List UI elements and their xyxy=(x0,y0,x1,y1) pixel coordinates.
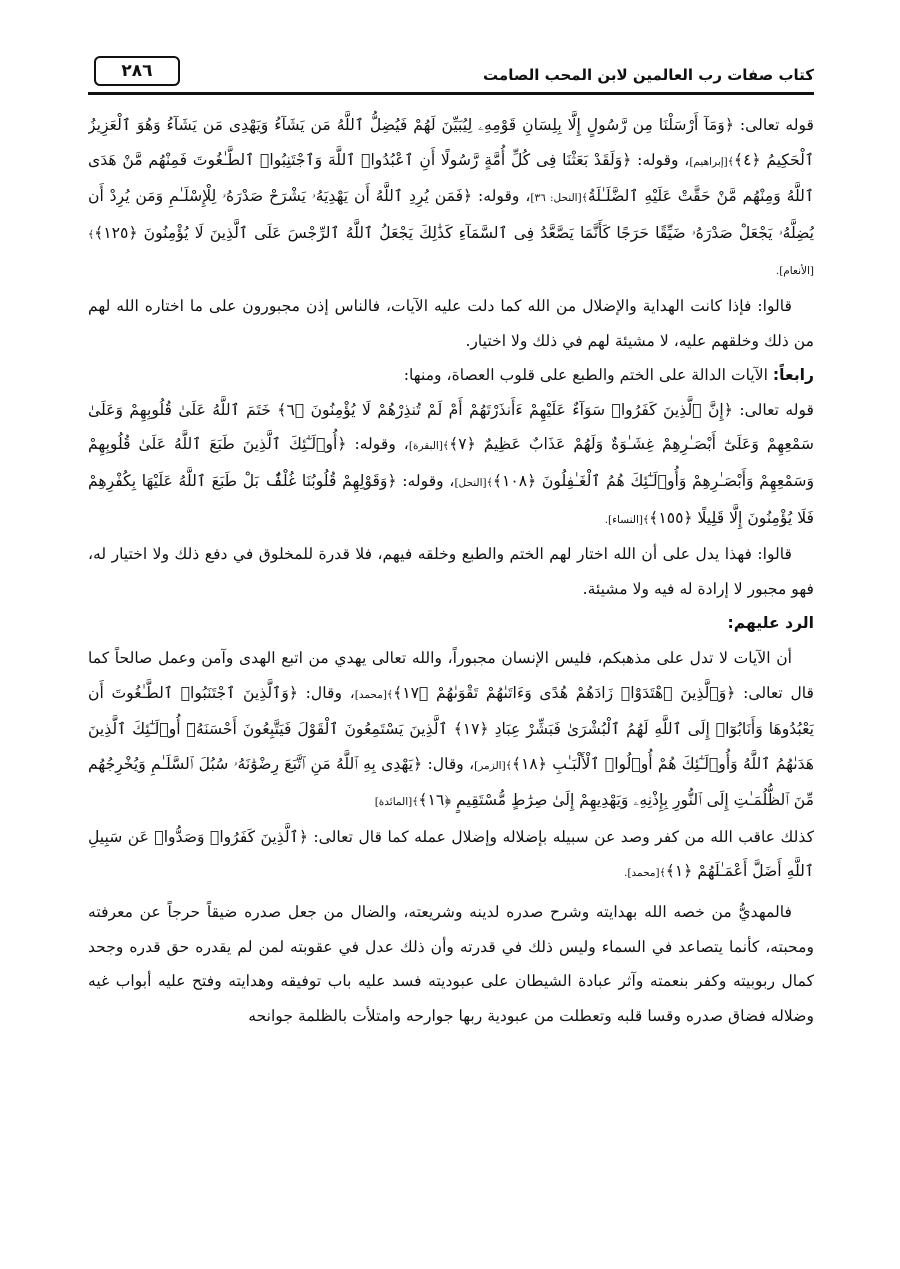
text-run: ، وقال: ﴿ xyxy=(288,683,355,702)
verse-reference: ﴾[النساء]. xyxy=(604,513,650,526)
page-body xyxy=(88,108,814,1258)
page-header xyxy=(88,56,814,90)
paragraph-punishment xyxy=(88,820,814,891)
verse-reference: ﴾[الأنعام]. xyxy=(88,228,814,278)
book-title: كتاب صفات رب العالمين لابن المحب الصامت xyxy=(483,66,814,84)
text-run: قوله تعالى: ﴿ xyxy=(723,400,814,419)
quran-verse: وَلَقَدْ بَعَثْنَا فِى كُلِّ أُمَّةٍ رَّسُولًا أَنِ ٱعْبُدُوا۟ ٱللَّهَ وَٱجْتَنِبُوا۟ ٱلطَّـٰغُوتَ فَمِنْهُم مَّنْ هَدَى ٱللَّهُ وَمِنْهُم مَّنْ حَقَّتْ عَلَيْهِ ٱلضَّلَـٰلَةُ xyxy=(88,150,814,206)
paragraph-rebuttal xyxy=(88,641,814,820)
paragraph-verses-guidance xyxy=(88,108,814,289)
verse-reference: ﴾[النحل] xyxy=(454,476,493,489)
text-run: أن الآيات لا تدل على مذهبكم، فليس الإنسان مجبوراً، والله تعالى يهدي من اتبع الهدى وآمن وعمل صالحاً كما قال تعالى: ﴿ xyxy=(88,648,814,702)
page-number: ٢٨٦ xyxy=(94,56,180,86)
text-run: ، وقوله: ﴿ xyxy=(463,187,531,206)
paragraph-conclusion: فالمهديُّ من خصه الله بهدايته وشرح صدره لدينه وشريعته، والضال من جعل صدره ضيقاً حرجاً عن معرفته ومحبته، كأنما يتصاعد في السماء وليس ذلك في قدرته وأن ذلك عدل في عقوبته لمن لم يقدره حق قدره وجحد كمال ربوبيته وكفر بنعمته وآثر عبادة الشيطان على عبوديته فسد عليه باب توفيقه وهدايته وفتح عليه أبواب غيه وضلاله فضاق صدره وقسا قلبه وتعطلت من عبودية ربها جوارحه وامتلأت بالظلمة جوانحه xyxy=(88,903,814,1025)
quran-verse: وَٱلَّذِينَ ٱهْتَدَوْا۟ زَادَهُمْ هُدًى وَءَاتَىٰهُمْ تَقْوَىٰهُمْ ﴿١٧﴾ xyxy=(393,683,727,702)
verse-reference: ﴾[البقرة] xyxy=(408,440,450,453)
verse-reference: ﴾[الزمر] xyxy=(474,759,512,772)
quran-verse: ٱلَّذِينَ كَفَرُوا۟ وَصَدُّوا۟ عَن سَبِيلِ ٱللَّهِ أَضَلَّ أَعْمَـٰلَهُمْ ﴿١﴾ xyxy=(88,827,814,881)
text-run: ، وقوله: ﴿ xyxy=(337,435,409,454)
verse-reference: ﴾[المائدة] xyxy=(374,796,419,809)
header-divider xyxy=(88,92,814,95)
text-run: ، وقال: ﴿ xyxy=(413,754,475,773)
quran-verse: يَهْدِى بِهِ ٱللَّهُ مَنِ ٱتَّبَعَ رِضْوَٰنَهُۥ سُبُلَ ٱلسَّلَـٰمِ وَيُخْرِجُهُم مِّنَ ٱلظُّلُمَـٰتِ إِلَى ٱلنُّورِ بِإِذْنِهِۦ وَيَهْدِيهِمْ إِلَىٰ صِرَٰطٍ مُّسْتَقِيمٍ ﴿١٦﴾ xyxy=(88,754,814,810)
text-run: كذلك عاقب الله من كفر وصد عن سبيله بإضلاله وإضلال عمله كما قال تعالى: ﴿ xyxy=(298,827,814,846)
paragraph-claim-1: قالوا: فإذا كانت الهداية والإضلال من الله كما دلت عليه الآيات، فالناس إذن مجبورون على ما اختاره الله لهم من ذلك وخلقهم عليه، لا مشيئة لهم في ذلك ولا اختيار. xyxy=(88,296,814,350)
text-run: ، وقوله: ﴿ xyxy=(622,150,690,169)
quran-verse: وَمَآ أَرْسَلْنَا مِن رَّسُولٍ إِلَّا بِلِسَانِ قَوْمِهِۦ لِيُبَيِّنَ لَهُمْ فَيُضِلُّ ٱللَّهُ مَن يَشَآءُ وَيَهْدِى مَن يَشَآءُ وَهُوَ ٱلْعَزِيزُ ٱلْحَكِيمُ ﴿٤﴾ xyxy=(88,116,814,169)
verse-reference: ﴾[إبراهيم] xyxy=(689,155,734,168)
text-run: الآيات الدالة على الختم والطبع على قلوب العصاة، ومنها: xyxy=(403,366,773,385)
verse-reference: ﴾[محمد]. xyxy=(624,867,666,880)
section-heading-rebuttal: الرد عليهم: xyxy=(727,614,814,633)
section-label: رابعاً: xyxy=(772,366,814,385)
paragraph-verses-sealing xyxy=(88,393,814,537)
quran-verse: إِنَّ ٱلَّذِينَ كَفَرُوا۟ سَوَآءٌ عَلَيْهِمْ ءَأَنذَرْتَهُمْ أَمْ لَمْ تُنذِرْهُمْ لَا يُؤْمِنُونَ ﴿٦﴾ خَتَمَ ٱللَّهُ عَلَىٰ قُلُوبِهِمْ وَعَلَىٰ سَمْعِهِمْ وَعَلَىٰٓ أَبْصَـٰرِهِمْ غِشَـٰوَةٌ وَلَهُمْ عَذَابٌ عَظِيمٌ ﴿٧﴾ xyxy=(88,400,814,454)
quran-verse: وَقَوْلِهِمْ قُلُوبُنَا غُلْفٌۢ بَلْ طَبَعَ ٱللَّهُ عَلَيْهَا بِكُفْرِهِمْ فَلَا يُؤْمِنُونَ إِلَّا قَلِيلًا ﴿١٥٥﴾ xyxy=(88,471,814,527)
verse-reference: ﴾[محمد] xyxy=(354,688,394,701)
paragraph-claim-2: قالوا: فهذا يدل على أن الله اختار لهم الختم والطبع وخلقه فيهم، فلا قدرة للمخلوق في دفع ذلك ولا اختيار له، فهو مجبور لا إرادة له فيه ولا مشيئة. xyxy=(88,545,814,598)
quran-verse: وَٱلَّذِينَ ٱجْتَنَبُوا۟ ٱلطَّـٰغُوتَ أَن يَعْبُدُوهَا وَأَنَابُوٓا۟ إِلَى ٱللَّهِ لَهُمُ ٱلْبُشْرَىٰ فَبَشِّرْ عِبَادِ ﴿١٧﴾ ٱلَّذِينَ يَسْتَمِعُونَ ٱلْقَوْلَ فَيَتَّبِعُونَ أَحْسَنَهُۥٓ أُو۟لَـٰٓئِكَ ٱلَّذِينَ هَدَىٰهُمُ ٱللَّهُ وَأُو۟لَـٰٓئِكَ هُمْ أُو۟لُوا۟ ٱلْأَلْبَـٰبِ ﴿١٨﴾ xyxy=(88,683,814,773)
quran-verse: أُو۟لَـٰٓئِكَ ٱلَّذِينَ طَبَعَ ٱللَّهُ عَلَىٰ قُلُوبِهِمْ وَسَمْعِهِمْ وَأَبْصَـٰرِهِمْ وَأُو۟لَـٰٓئِكَ هُمُ ٱلْغَـٰفِلُونَ ﴿١٠٨﴾ xyxy=(88,435,814,490)
paragraph-fourth xyxy=(88,358,814,393)
quran-verse: فَمَن يُرِدِ ٱللَّهُ أَن يَهْدِيَهُۥ يَشْرَحْ صَدْرَهُۥ لِلْإِسْلَـٰمِ وَمَن يُرِدْ أَن يُضِلَّهُۥ يَجْعَلْ صَدْرَهُۥ ضَيِّقًا حَرَجًا كَأَنَّمَا يَصَّعَّدُ فِى ٱلسَّمَآءِ كَذَٰلِكَ يَجْعَلُ ٱللَّهُ ٱلرِّجْسَ عَلَى ٱلَّذِينَ لَا يُؤْمِنُونَ ﴿١٢٥﴾ xyxy=(88,187,814,242)
text-run: قوله تعالى: ﴿ xyxy=(724,116,814,134)
text-run: ، وقوله: ﴿ xyxy=(387,471,455,490)
verse-reference: ﴾[النحل: ٣٦] xyxy=(530,192,588,205)
